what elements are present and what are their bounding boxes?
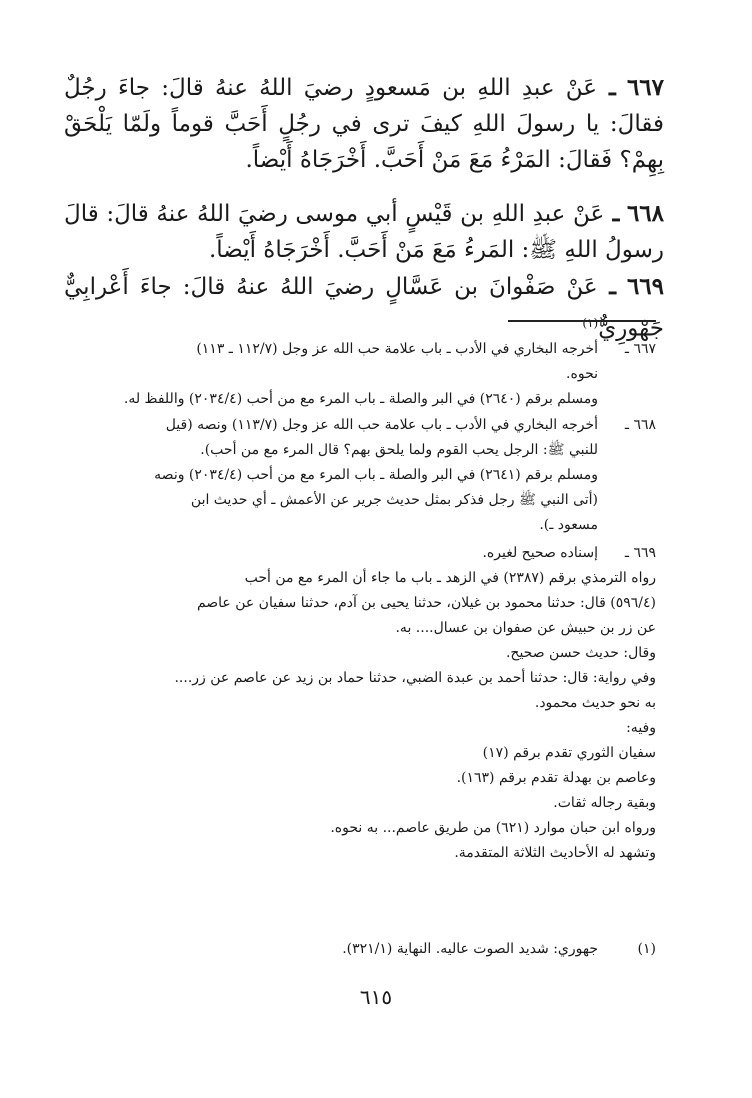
hadith-number: ٦٦٩	[626, 273, 664, 300]
note-line: سفيان الثوري تقدم برقم (١٧)	[482, 745, 656, 761]
note-line: (أتى النبي ﷺ رجل فذكر بمثل حديث جرير عن الأعمش ـ أي حديث ابن	[190, 492, 598, 508]
note-line: وتشهد له الأحاديث الثلاثة المتقدمة.	[454, 845, 656, 861]
hadith-dash: ـ	[597, 74, 616, 101]
footnote-label: (١)	[637, 941, 656, 957]
hadith-number: ٦٦٨	[626, 200, 665, 227]
note-line: أخرجه البخاري في الأدب ـ باب علامة حب الله عز وجل (١١٣/٧) ونصه (قيل	[165, 417, 598, 433]
takhrij-notes	[96, 337, 656, 866]
note-line: إسناده صحيح لغيره.	[482, 545, 598, 561]
footnote	[96, 935, 656, 963]
note-line: (٥٩٦/٤) قال: حدثنا محمود بن غيلان، حدثنا يحيى بن آدم، حدثنا سفيان عن عاصم	[196, 595, 656, 611]
footnote-reference: (١)	[582, 316, 599, 330]
hadith-dash: ـ	[604, 200, 620, 227]
note-label: ٦٦٨ ـ	[624, 417, 656, 433]
note-line: به نحو حديث محمود.	[534, 695, 656, 711]
note-line: وعاصم بن بهدلة تقدم برقم (١٦٣).	[456, 770, 656, 786]
hadith-dash: ـ	[597, 273, 616, 300]
note-line: وقال: حديث حسن صحيح.	[505, 645, 656, 661]
note-line: أخرجه البخاري في الأدب ـ باب علامة حب الله عز وجل (١١٢/٧ ـ ١١٣)	[196, 341, 598, 357]
note-line: ومسلم برقم (٢٦٤٠) في البر والصلة ـ باب المرء مع من أحب (٢٠٣٤/٤) واللفظ له.	[123, 391, 598, 407]
footnote-text: جهوري: شديد الصوت عاليه. النهاية (٣٢١/١).	[342, 941, 598, 957]
note-label: ٦٦٧ ـ	[624, 341, 656, 357]
note-668	[96, 413, 656, 538]
page-number: ٦١٥	[359, 985, 393, 1009]
note-line: نحوه.	[566, 366, 598, 382]
note-line: للنبي ﷺ: الرجل يحب القوم ولما يلحق بهم؟ قال المرء مع من أحب).	[200, 442, 598, 458]
note-line: مسعود ـ).	[539, 517, 598, 533]
hadith-text: عَنْ عبدِ اللهِ بن مَسعودٍ رضيَ اللهُ عنهُ قالَ: جاءَ رجُلٌ فقالَ: يا رسولَ اللهِ كيفَ ترى في رجُلٍ أَحَبَّ قوماً ولَمّا يَلْحَقْ بِهِمْ؟ فَقالَ: المَرْءُ مَعَ مَنْ أَحَبَّ. أَخْرَجَاهُ أَيْضاً.	[64, 75, 664, 173]
note-label: ٦٦٩ ـ	[624, 545, 656, 561]
note-line: ورواه ابن حبان موارد (٦٢١) من طريق عاصم... به نحوه.	[330, 820, 656, 836]
note-line: ومسلم برقم (٢٦٤١) في البر والصلة ـ باب المرء مع من أحب (٢٠٣٤/٤) ونصه	[154, 467, 598, 483]
note-669	[96, 541, 656, 866]
note-line: وبقية رجاله ثقات.	[553, 795, 656, 811]
hadith-text: عَنْ عبدِ اللهِ بن قَيْسٍ أبي موسى رضيَ اللهُ عنهُ قالَ: قالَ رسولُ اللهِ ﷺ: المَرءُ مَعَ مَنْ أَحَبَّ. أَخْرَجَاهُ أَيْضاً.	[64, 201, 664, 263]
note-line: وفيه:	[626, 720, 656, 736]
hadith-text: عَنْ صَفْوانَ بن عَسَّالٍ رضيَ اللهُ عنهُ قالَ: جاءَ أَعْرابِيٌّ جَهْورِيٌّ	[64, 274, 664, 342]
note-667	[96, 337, 656, 412]
note-line: وفي رواية: قال: حدثنا أحمد بن عبدة الضبي، حدثنا حماد بن زيد عن عاصم عن زر....	[174, 670, 656, 686]
hadith-667	[64, 70, 664, 178]
hadith-669	[64, 269, 664, 347]
note-line: رواه الترمذي برقم (٢٣٨٧) في الزهد ـ باب ما جاء أن المرء مع من أحب	[244, 570, 656, 586]
hadith-number: ٦٦٧	[626, 74, 665, 101]
hadith-668	[64, 196, 664, 268]
notes-separator-rule	[508, 320, 656, 322]
note-line: عن زر بن حبيش عن صفوان بن عسال.... به.	[395, 620, 656, 636]
